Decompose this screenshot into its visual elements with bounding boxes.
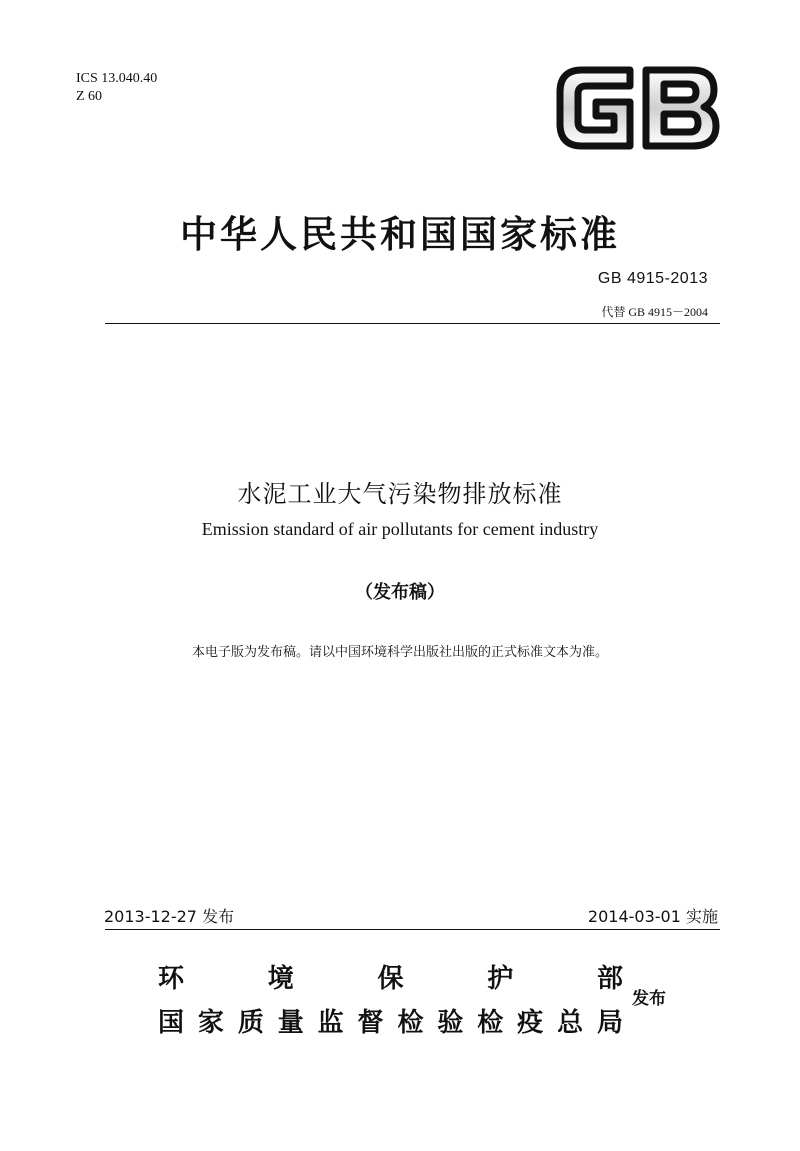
issuer-aqsiq [158, 1002, 623, 1039]
issuer-char: 验 [437, 1008, 464, 1038]
issuer-char: 部 [596, 964, 623, 994]
document-title-english: Emission standard of air pollutants for cement industry [201, 519, 599, 539]
issuer-char: 量 [277, 1008, 304, 1038]
publish-label: 发布 [632, 989, 666, 1009]
issuer-char: 环 [158, 964, 185, 994]
issuer-char: 检 [397, 1008, 424, 1038]
issuer-char: 总 [557, 1008, 584, 1038]
issuer-char: 境 [267, 964, 294, 994]
issuer-char: 国 [158, 1008, 185, 1038]
footer-divider [105, 929, 720, 930]
standard-number: GB 4915-2013 [597, 270, 708, 287]
issuer-char: 督 [357, 1008, 384, 1038]
issuer-char: 质 [237, 1008, 264, 1038]
issuer-char: 护 [487, 964, 514, 994]
issuer-char: 保 [377, 964, 404, 994]
issuer-char: 家 [197, 1008, 224, 1038]
issuer-char: 监 [317, 1008, 344, 1038]
issuer-char: 疫 [517, 1008, 544, 1038]
draft-label: （发布稿） [355, 582, 445, 603]
issuer-char: 局 [596, 1008, 623, 1038]
ccs-code: Z 60 [76, 89, 103, 104]
electronic-version-notice: 本电子版为发布稿。请以中国环境科学出版社出版的正式标准文本为准。 [191, 645, 608, 660]
gb-logo [552, 58, 722, 158]
issue-date: 2013-12-27 发布 [104, 907, 235, 926]
issuer-ministry-of-environmental-protection [158, 958, 623, 995]
national-standard-heading: 中华人民共和国国家标准 [180, 213, 620, 256]
implementation-date: 2014-03-01 实施 [587, 907, 718, 926]
ics-code: ICS 13.040.40 [76, 71, 158, 86]
replaces-standard: 代替 GB 4915－2004 [601, 305, 708, 319]
document-title-chinese: 水泥工业大气污染物排放标准 [237, 480, 563, 508]
classification-codes [76, 70, 157, 106]
issuer-char: 检 [477, 1008, 504, 1038]
header-divider [105, 323, 720, 324]
